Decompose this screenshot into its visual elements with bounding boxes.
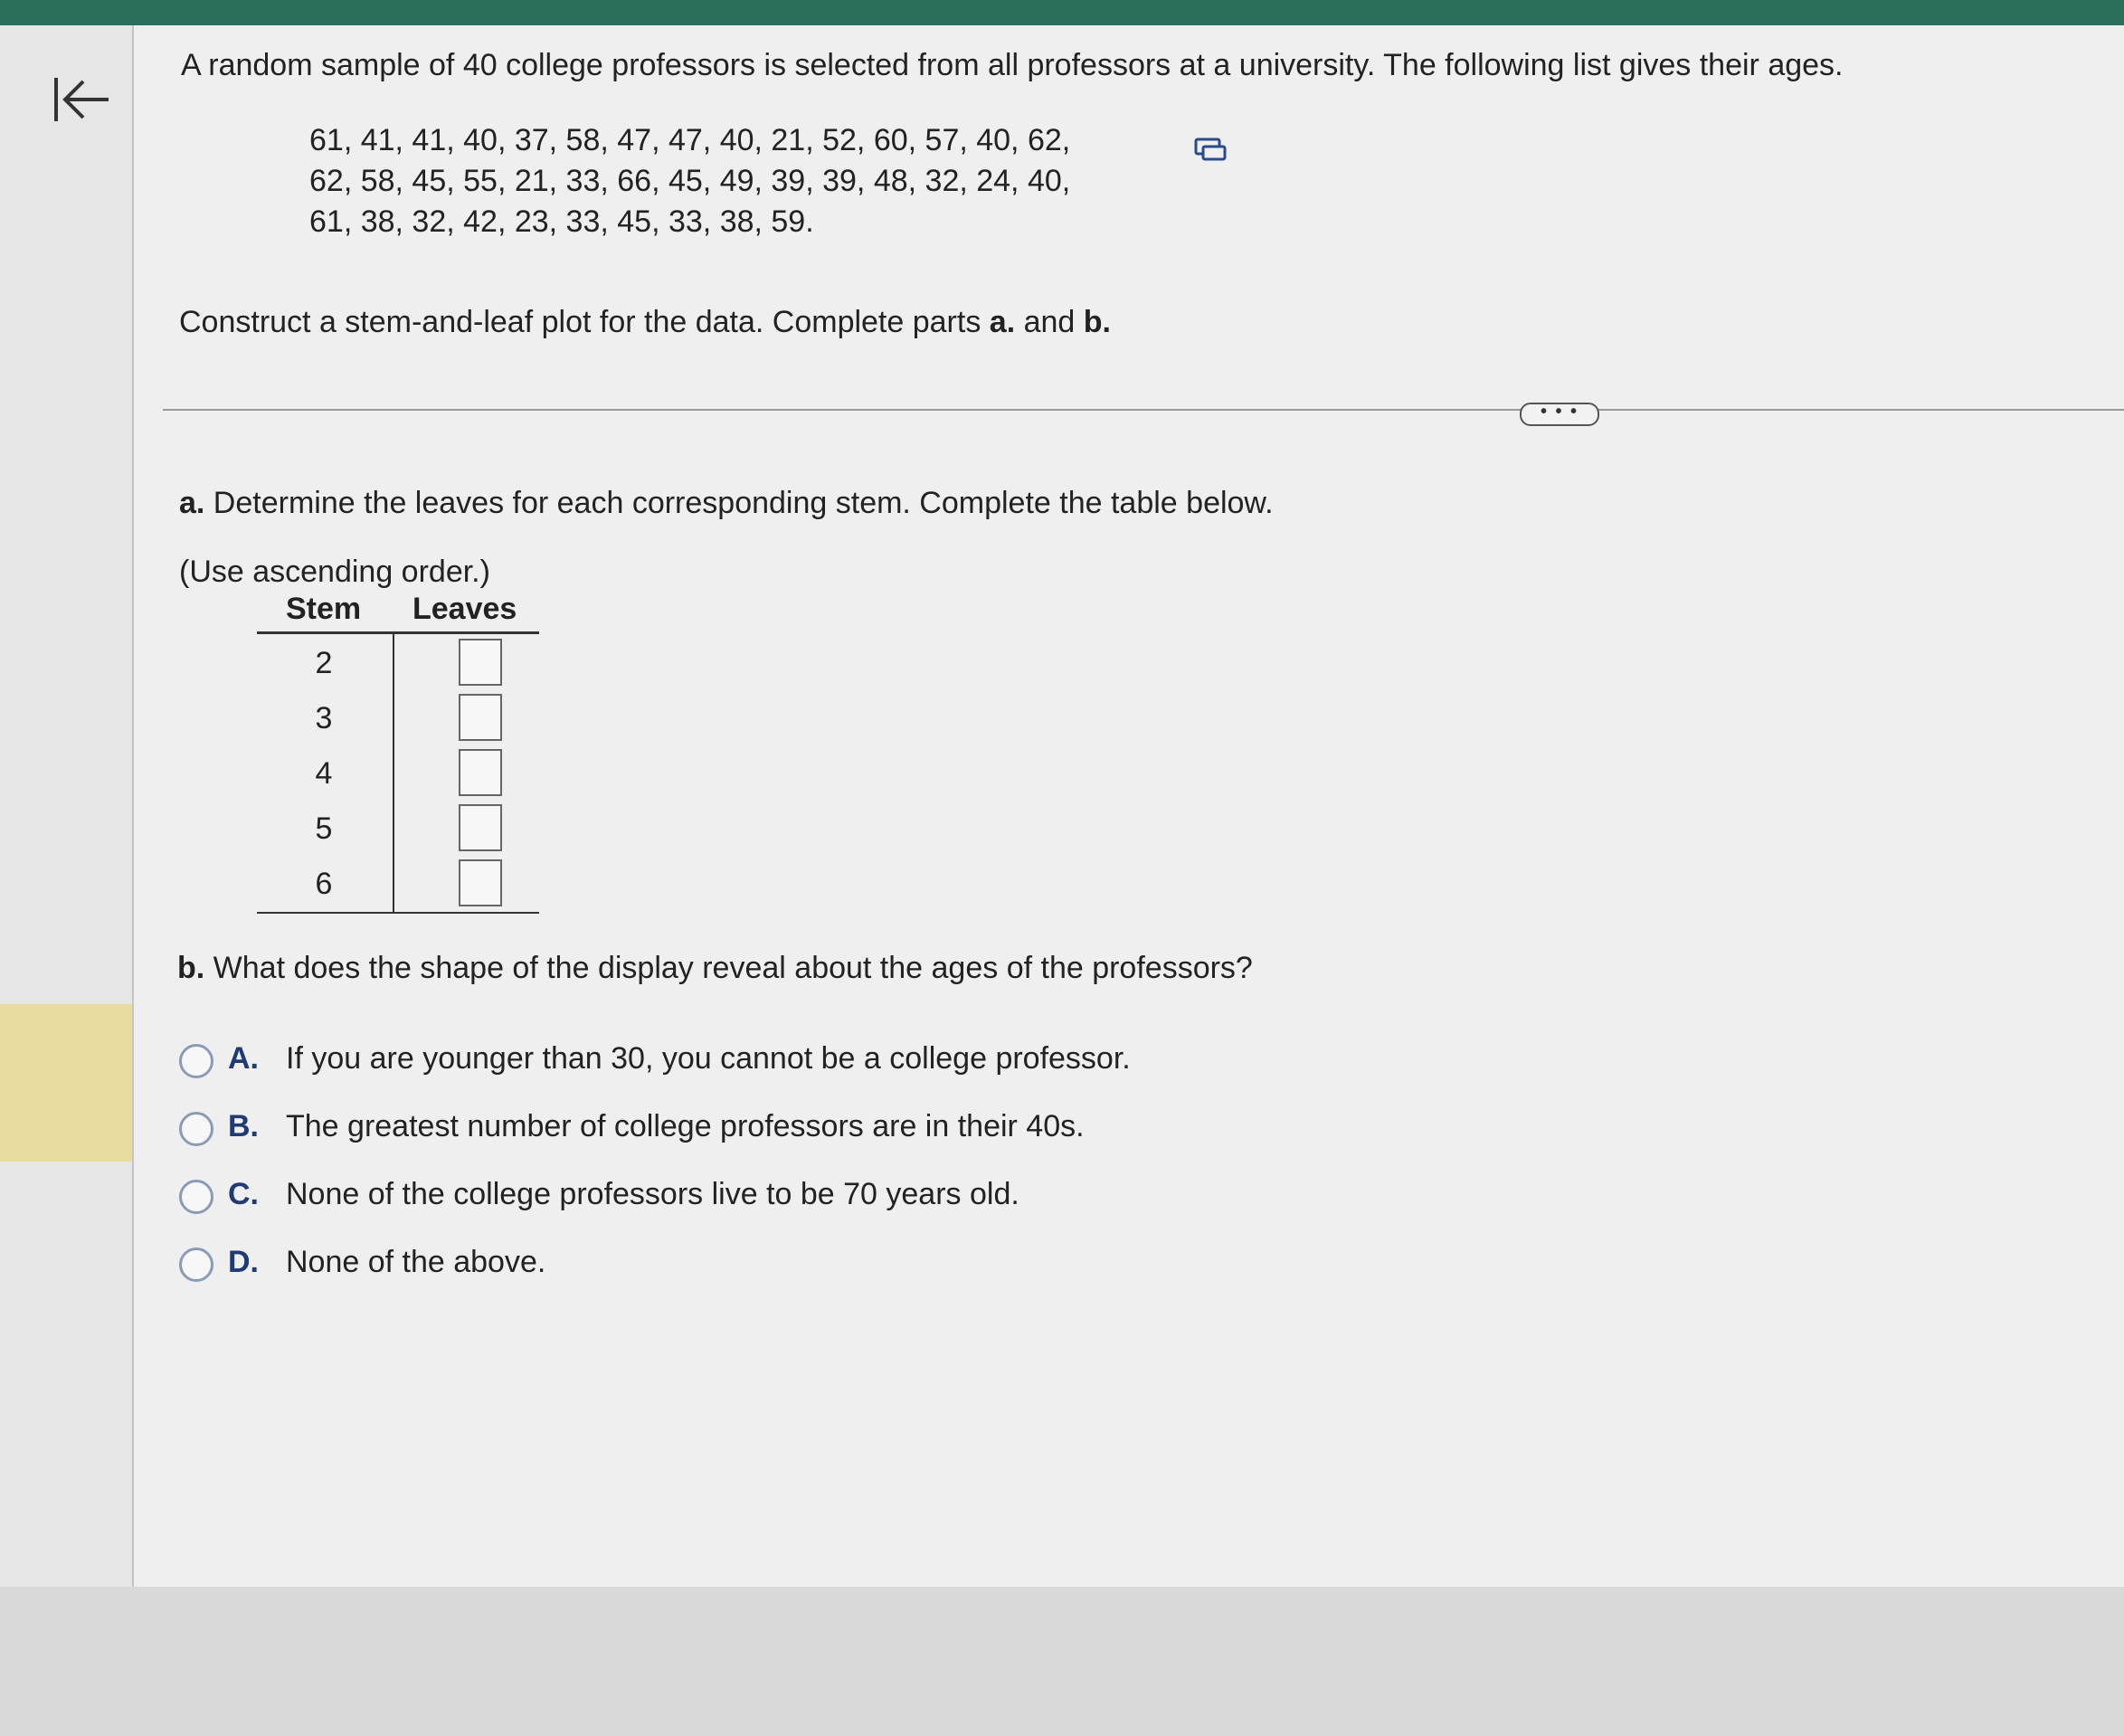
back-to-start-button[interactable] [52,72,116,127]
back-to-start-icon [52,72,116,127]
option-d-text[interactable]: None of the above. [286,1245,546,1279]
leaves-input-stem-4[interactable] [459,749,502,796]
stem-3: 3 [315,701,333,735]
leaves-input-stem-3[interactable] [459,694,502,741]
part-a-text: Determine the leaves for each corresponding stem. Complete the table below. [204,486,1274,520]
question-panel [134,25,2124,1587]
data-line-2: 62, 58, 45, 55, 21, 33, 66, 45, 49, 39, 39, 48, 32, 24, 40, [309,164,1071,198]
stem-header: Stem [286,592,362,626]
stem-6: 6 [315,867,333,901]
top-bar [0,0,2124,25]
instruction [179,304,1111,340]
instruction-part-b: b. [1083,305,1111,339]
stem-2: 2 [315,646,333,680]
option-b-radio[interactable] [179,1112,213,1146]
copy-data-button[interactable] [1192,136,1228,166]
more-options-button[interactable]: • • • [1520,403,1599,426]
sidebar-current-question-highlight[interactable] [0,1004,132,1162]
option-c-text[interactable]: None of the college professors live to be 70 years old. [286,1177,1019,1211]
option-a-radio[interactable] [179,1044,213,1078]
stem-4: 4 [315,756,333,791]
option-d-radio[interactable] [179,1247,213,1282]
data-line-3: 61, 38, 32, 42, 23, 33, 45, 33, 38, 59. [309,204,814,239]
table-top-rule [257,631,539,634]
option-c-letter[interactable]: C. [228,1177,259,1211]
data-line-1: 61, 41, 41, 40, 37, 58, 47, 47, 40, 21, 52, 60, 57, 40, 62, [309,123,1071,157]
part-a-label: a. [179,486,205,520]
option-a-text[interactable]: If you are younger than 30, you cannot be a college professor. [286,1041,1131,1076]
instruction-middle: and [1015,305,1084,339]
sidebar [0,25,134,1587]
instruction-part-a: a. [989,305,1016,339]
part-b-prompt [177,950,1253,986]
leaves-input-stem-2[interactable] [459,639,502,686]
table-divider [393,633,394,914]
option-c-radio[interactable] [179,1180,213,1214]
table-bottom-rule [257,912,539,914]
question-intro: A random sample of 40 college professors is selected from all professors at a university. The following list gives their ages. [181,48,1844,82]
part-b-label: b. [177,951,205,985]
bottom-area [0,1587,2124,1736]
stem-5: 5 [315,811,333,846]
part-a-prompt [179,485,1274,521]
leaves-input-stem-5[interactable] [459,804,502,851]
option-d-letter[interactable]: D. [228,1245,259,1279]
leaves-header: Leaves [412,592,517,626]
copy-data-icon [1192,136,1228,166]
section-divider [163,409,2124,411]
option-b-text[interactable]: The greatest number of college professors are in their 40s. [286,1109,1085,1143]
part-b-text: What does the shape of the display reveal about the ages of the professors? [204,951,1253,985]
option-a-letter[interactable]: A. [228,1041,259,1076]
part-a-hint: (Use ascending order.) [179,555,490,589]
option-b-letter[interactable]: B. [228,1109,259,1143]
leaves-input-stem-6[interactable] [459,859,502,906]
instruction-prefix: Construct a stem-and-leaf plot for the data. Complete parts [179,305,990,339]
